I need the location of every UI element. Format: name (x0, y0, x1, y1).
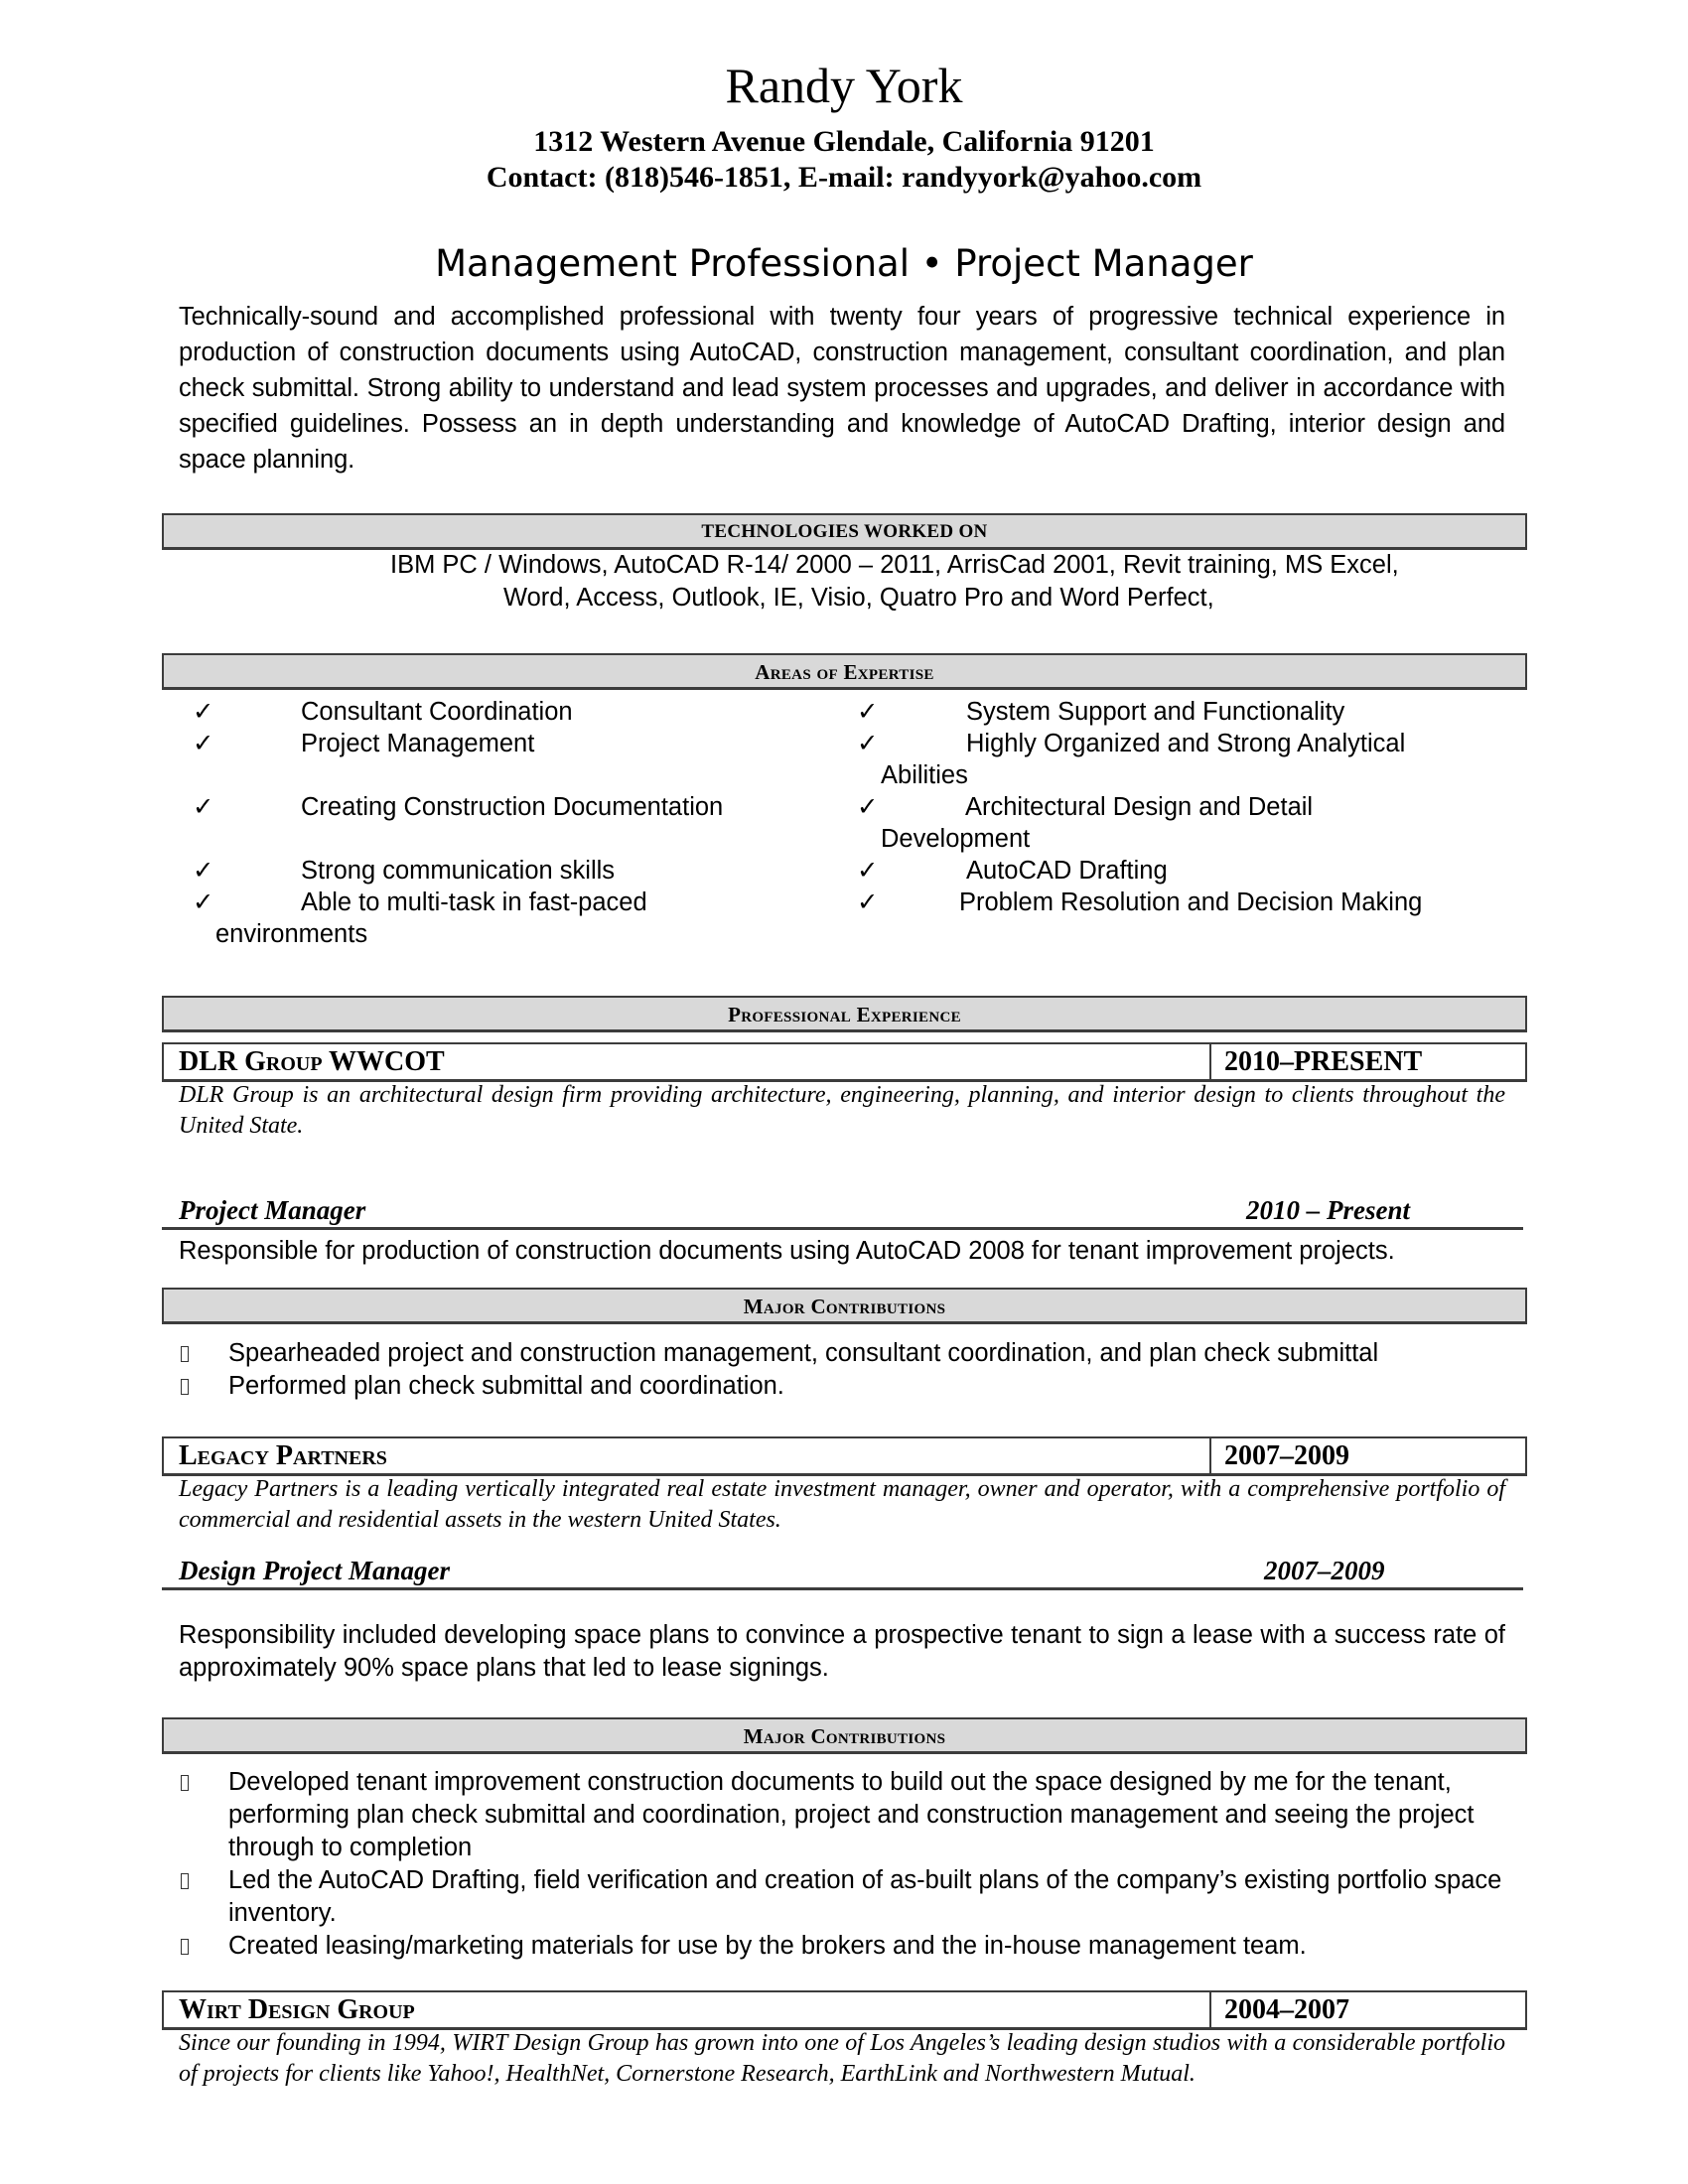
expertise-item: Project Management (301, 730, 535, 757)
summary-paragraph: Technically-sound and accomplished professional with twenty four years of progressive technical experience in production of construction documents using AutoCAD, construction management, consultant coordination, and plan check submittal. Strong ability to understand and lead system processes and upgrades, and deliver in accordance with specified guidelines. Possess an in depth understanding and knowledge of AutoCAD Drafting, interior design and space planning. (179, 303, 1505, 474)
check-icon: ✓ (193, 888, 214, 916)
divider (1209, 1044, 1211, 1079)
company-row (162, 1042, 1527, 1082)
expertise-heading: Areas of Expertise (755, 660, 934, 684)
bullet-icon (181, 1939, 189, 1955)
company-description: Legacy Partners is a leading vertically integrated real estate investment manager, owner and operator, with a comprehensive portfolio of commercial and residential assets in the western United States. (179, 1476, 1505, 1533)
contributions-heading-bar (162, 1717, 1527, 1754)
expertise-item: Strong communication skills (301, 857, 616, 885)
role-row (162, 1554, 1523, 1590)
check-icon: ✓ (857, 698, 879, 726)
experience-heading-bar (162, 996, 1527, 1032)
expertise-item: Able to multi-task in fast-paced (301, 888, 647, 916)
company-row (162, 1436, 1527, 1476)
role-row (162, 1193, 1523, 1230)
expertise-item: System Support and Functionality (966, 698, 1345, 726)
role-dates: 2010 – Present (1246, 1195, 1410, 1225)
expertise-item: Creating Construction Documentation (301, 793, 724, 821)
address: 1312 Western Avenue Glendale, California 91201 (533, 125, 1155, 158)
expertise-item-wrap: Abilities (881, 761, 968, 789)
divider (1209, 1992, 1211, 2027)
bullet-icon (181, 1346, 189, 1362)
technologies-line-1: IBM PC / Windows, AutoCAD R-14/ 2000 – 2011, ArrisCad 2001, Revit training, MS Excel, (390, 551, 1399, 579)
company-row (162, 1990, 1527, 2030)
contribution-item: Led the AutoCAD Drafting, field verification and creation of as-built plans of the company’s existing portfolio space inventory. (179, 1864, 1505, 1930)
expertise-item: Architectural Design and Detail (965, 793, 1314, 821)
expertise-heading-bar (162, 653, 1527, 690)
company-name: DLR Group WWCOT (179, 1046, 445, 1077)
expertise-item: Problem Resolution and Decision Making (959, 888, 1423, 916)
candidate-name: Randy York (725, 58, 963, 113)
contributions-heading-bar (162, 1288, 1527, 1324)
technologies-heading: TECHNOLOGIES WORKED ON (701, 521, 988, 542)
company-description: Since our founding in 1994, WIRT Design Group has grown into one of Los Angeles’s leading design studios with a considerable portfolio of projects for clients like Yahoo!, HealthNet, Cornerstone Research, EarthLink and Northwestern Mutual. (179, 2030, 1505, 2087)
company-description: DLR Group is an architectural design firm providing architecture, engineering, planning, and interior design to clients throughout the United State. (179, 1082, 1505, 1139)
bullet-icon (181, 1775, 189, 1791)
technologies-heading-bar (162, 513, 1527, 550)
contact-info: Contact: (818)546-1851, E-mail: randyyork@yahoo.com (486, 161, 1202, 194)
responsibility-text: Responsibility included developing space plans to convince a prospective tenant to sign a lease with a success rate of approximately 90% space plans that led to lease signings. (179, 1621, 1505, 1682)
expertise-item: AutoCAD Drafting (966, 857, 1168, 885)
responsibility-text: Responsible for production of construction documents using AutoCAD 2008 for tenant improvement projects. (179, 1237, 1395, 1265)
divider (1209, 1438, 1211, 1473)
expertise-item: Consultant Coordination (301, 698, 573, 726)
expertise-item: Highly Organized and Strong Analytical (966, 730, 1406, 757)
role-dates: 2007–2009 (1264, 1556, 1385, 1585)
contributions-heading: Major Contributions (743, 1295, 946, 1318)
expertise-item-wrap: environments (215, 920, 368, 948)
contribution-item: Developed tenant improvement construction documents to build out the space designed by me for the tenant, performing plan check submittal and coordination, project and construction management and seeing the project through to completion (179, 1766, 1505, 1864)
company-name: Wirt Design Group (179, 1994, 415, 2025)
check-icon: ✓ (857, 793, 879, 821)
check-icon: ✓ (193, 730, 214, 757)
headline: Management Professional • Project Manager (435, 242, 1253, 285)
role-title: Project Manager (179, 1195, 366, 1225)
contribution-item: Created leasing/marketing materials for use by the brokers and the in-house management team. (179, 1930, 1505, 1963)
technologies-line-2: Word, Access, Outlook, IE, Visio, Quatro Pro and Word Perfect, (503, 584, 1214, 612)
company-name: Legacy Partners (179, 1440, 387, 1471)
company-dates: 2007–2009 (1224, 1440, 1349, 1471)
bullet-icon (181, 1379, 189, 1395)
check-icon: ✓ (193, 793, 214, 821)
expertise-item-wrap: Development (881, 825, 1031, 853)
check-icon: ✓ (193, 698, 214, 726)
contribution-item: Performed plan check submittal and coordination. (179, 1370, 1505, 1403)
check-icon: ✓ (857, 730, 879, 757)
check-icon: ✓ (193, 857, 214, 885)
experience-heading: Professional Experience (728, 1003, 961, 1026)
check-icon: ✓ (857, 888, 879, 916)
company-dates: 2010–PRESENT (1224, 1046, 1423, 1077)
bullet-icon (181, 1873, 189, 1889)
contribution-item: Spearheaded project and construction management, consultant coordination, and plan check submittal (179, 1337, 1505, 1370)
company-dates: 2004–2007 (1224, 1994, 1349, 2025)
role-title: Design Project Manager (179, 1556, 450, 1585)
contributions-heading: Major Contributions (743, 1724, 946, 1748)
check-icon: ✓ (857, 857, 879, 885)
